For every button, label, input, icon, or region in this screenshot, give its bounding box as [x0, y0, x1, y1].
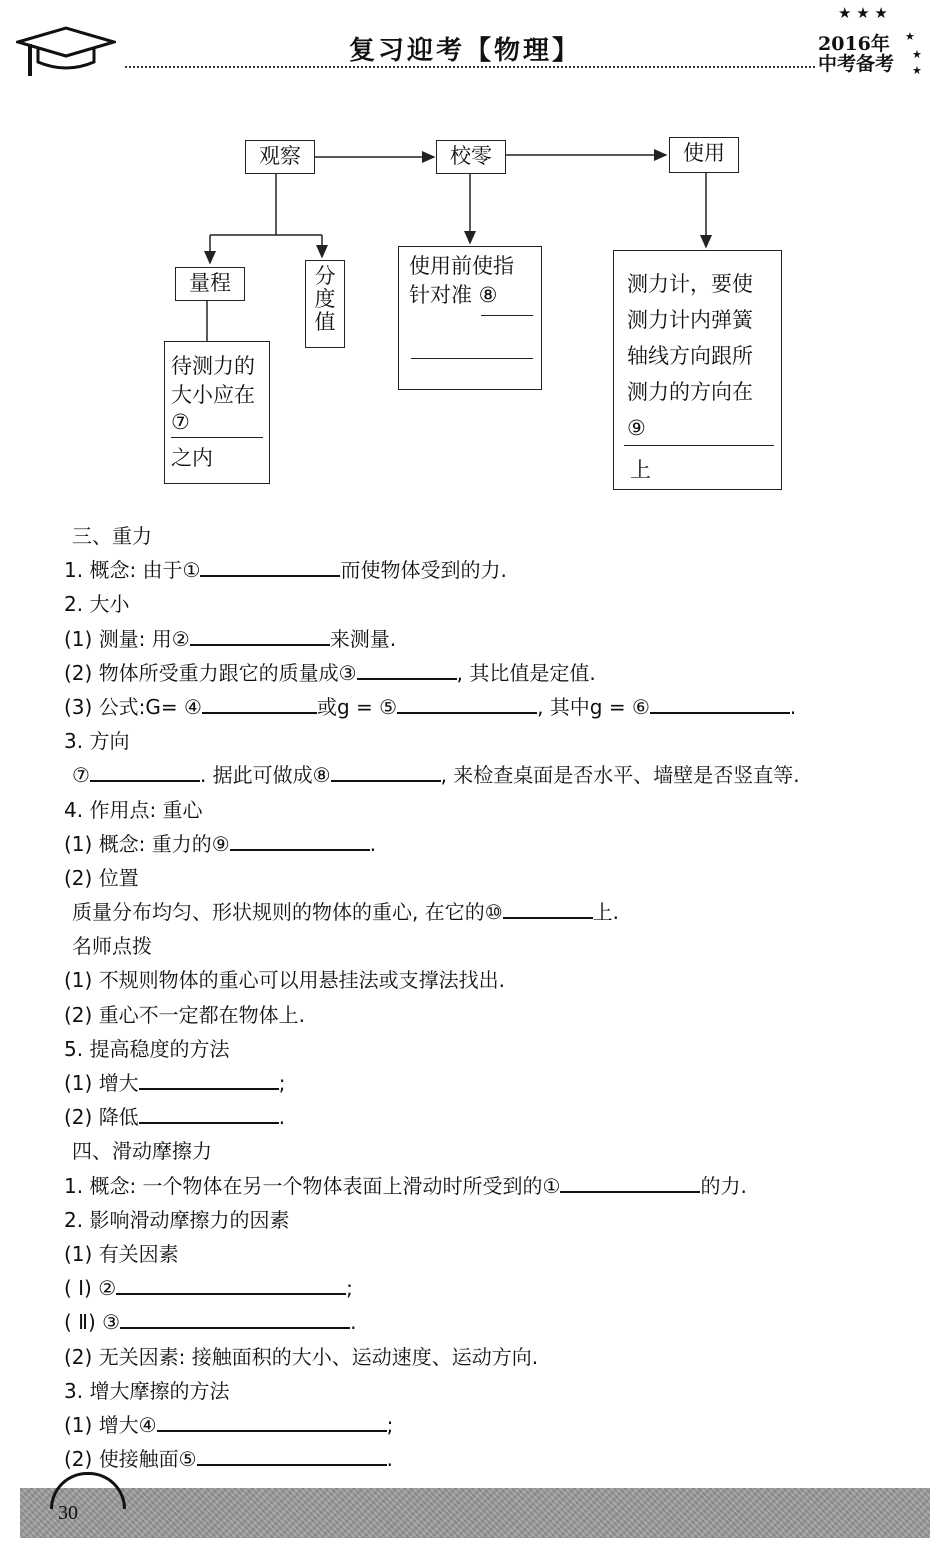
text-line [64, 622, 924, 656]
text-line [64, 1237, 924, 1271]
text-line [64, 1442, 924, 1476]
fill-in-blank[interactable] [120, 1307, 350, 1329]
blank-line[interactable] [481, 315, 533, 316]
division-char: 度 [314, 287, 336, 311]
blank-line[interactable] [411, 358, 533, 359]
zero-note-box [398, 246, 542, 390]
note-line: 大小应在 [171, 383, 255, 407]
line-text: (1) 不规则物体的重心可以用悬挂法或支撑法找出. [64, 968, 506, 993]
stars-decoration: ★ ★ ★ [838, 4, 888, 22]
line-text: ; [386, 1412, 394, 1437]
range-note-box [164, 341, 270, 484]
fill-in-blank[interactable] [202, 692, 317, 714]
fill-in-blank[interactable] [230, 829, 370, 851]
text-line [64, 656, 924, 690]
line-text: 三、重力 [72, 524, 152, 548]
text-line [64, 895, 924, 929]
line-text: . [789, 694, 797, 719]
text-line [64, 1374, 924, 1408]
line-text: ⑦ [72, 763, 90, 788]
division-char: 值 [314, 310, 336, 334]
text-line [64, 793, 924, 827]
page-title: 复习迎考【物理】 [348, 36, 581, 66]
line-text: . [278, 1105, 286, 1130]
blank-line[interactable] [624, 445, 774, 446]
text-line [64, 1340, 924, 1374]
range-box: 量程 [175, 267, 245, 301]
observe-box: 观察 [245, 140, 315, 174]
line-text: (2) 物体所受重力跟它的质量成③ [64, 660, 357, 685]
line-text: 2. 影响滑动摩擦力的因素 [64, 1207, 290, 1232]
line-text: . [350, 1310, 357, 1335]
line-text: 四、滑动摩擦力 [72, 1139, 212, 1164]
line-text: (2) 降低 [64, 1105, 139, 1130]
line-text: . [369, 831, 377, 856]
line-text: (3) 公式:G= ④ [64, 694, 202, 719]
content-body [64, 519, 924, 1476]
line-text: (1) 测量: 用② [64, 626, 190, 651]
text-line [64, 1066, 924, 1100]
note-line: 测力计内弹簧 [627, 308, 753, 332]
text-line [64, 1305, 924, 1339]
text-line [64, 1271, 924, 1305]
note-line: 轴线方向跟所 [627, 344, 753, 368]
text-line [64, 1408, 924, 1442]
exam-label: 中考备考 [818, 53, 895, 75]
fill-in-blank[interactable] [90, 760, 200, 782]
spring-scale-flow-diagram [0, 0, 950, 520]
line-text: , 来检查桌面是否水平、墙壁是否竖直等. [440, 763, 800, 788]
text-line [64, 758, 924, 792]
line-text: (1) 概念: 重力的⑨ [64, 831, 230, 856]
line-text: (2) 重心不一定都在物体上. [64, 1002, 306, 1027]
line-text: 2. 大小 [64, 592, 130, 617]
blank-number: ⑦ [171, 410, 190, 434]
division-value-box [305, 260, 345, 348]
fill-in-blank[interactable] [190, 624, 330, 646]
line-text: 4. 作用点: 重心 [64, 797, 203, 822]
line-text: ( Ⅰ) ② [64, 1276, 117, 1301]
use-box: 使用 [669, 137, 739, 173]
use-note-box [613, 250, 782, 490]
fill-in-blank[interactable] [357, 658, 457, 680]
fill-in-blank[interactable] [139, 1102, 279, 1124]
line-text: (2) 无关因素: 接触面积的大小、运动速度、运动方向. [64, 1344, 539, 1369]
text-line [64, 1100, 924, 1134]
text-line [64, 998, 924, 1032]
note-line: 上 [630, 458, 651, 482]
line-text: 5. 提高稳度的方法 [64, 1036, 230, 1061]
line-text: , 其中g = ⑥ [537, 694, 650, 719]
line-text: 名师点拨 [72, 934, 152, 959]
text-line [64, 929, 924, 963]
page-number: 30 [58, 1502, 78, 1524]
line-text: , 其比值是定值. [456, 660, 596, 685]
line-text: (1) 有关因素 [64, 1241, 179, 1266]
blank-number: ⑨ [627, 416, 646, 440]
division-char: 分 [314, 264, 336, 288]
fill-in-blank[interactable] [200, 555, 340, 577]
line-text: ; [346, 1276, 353, 1301]
fill-in-blank[interactable] [139, 1068, 279, 1090]
note-line: 待测力的 [171, 354, 255, 378]
line-text: ( Ⅱ) ③ [64, 1310, 121, 1335]
text-line [64, 963, 924, 997]
text-line [64, 827, 924, 861]
note-line: 测力计，要使 [627, 272, 753, 296]
line-text: 1. 概念: 一个物体在另一个物体表面上滑动时所受到的① [64, 1173, 561, 1198]
fill-in-blank[interactable] [157, 1410, 387, 1432]
star-icon: ★ [905, 30, 915, 43]
text-line [64, 724, 924, 758]
text-line [64, 690, 924, 724]
line-text: (2) 位置 [64, 865, 139, 890]
fill-in-blank[interactable] [331, 760, 441, 782]
line-text: 或g = ⑤ [316, 694, 398, 719]
line-text: 3. 增大摩擦的方法 [64, 1378, 230, 1403]
text-line [64, 1169, 924, 1203]
text-line [64, 1203, 924, 1237]
line-text: 3. 方向 [64, 729, 130, 754]
line-text: 而使物体受到的力. [340, 558, 507, 583]
star-icon: ★ [912, 64, 922, 77]
line-text: 质量分布均匀、形状规则的物体的重心, 在它的⑩ [72, 900, 503, 925]
line-text: (1) 增大④ [64, 1412, 157, 1437]
text-line [64, 587, 924, 621]
line-text: 上. [592, 900, 620, 925]
star-icon: ★ [912, 48, 922, 61]
fill-in-blank[interactable] [650, 692, 790, 714]
text-line [64, 553, 924, 587]
line-text: . 据此可做成⑧ [199, 763, 331, 788]
note-line: 针对准 ⑧ [409, 283, 498, 307]
line-text: ; [278, 1071, 286, 1095]
fill-in-blank[interactable] [397, 692, 537, 714]
note-line: 测力的方向在 [627, 380, 753, 404]
note-line: 使用前使指 [409, 254, 514, 278]
text-line [64, 1134, 924, 1168]
text-line [64, 519, 924, 553]
note-line: 之内 [171, 446, 213, 470]
fill-in-blank[interactable] [116, 1273, 346, 1295]
line-text: 的力. [700, 1173, 747, 1198]
line-text: 来测量. [329, 626, 397, 651]
zero-box: 校零 [436, 140, 506, 174]
text-line [64, 1032, 924, 1066]
text-line [64, 861, 924, 895]
fill-in-blank[interactable] [560, 1171, 700, 1193]
blank-line[interactable] [171, 437, 263, 438]
fill-in-blank[interactable] [503, 897, 593, 919]
year-label: 2016年 [818, 33, 890, 55]
line-text: (2) 使接触面⑤ [64, 1447, 197, 1472]
fill-in-blank[interactable] [197, 1444, 387, 1466]
line-text: 1. 概念: 由于① [64, 558, 201, 583]
page-footer [20, 1488, 930, 1538]
line-text: (1) 增大 [64, 1071, 139, 1095]
line-text: . [386, 1447, 393, 1472]
